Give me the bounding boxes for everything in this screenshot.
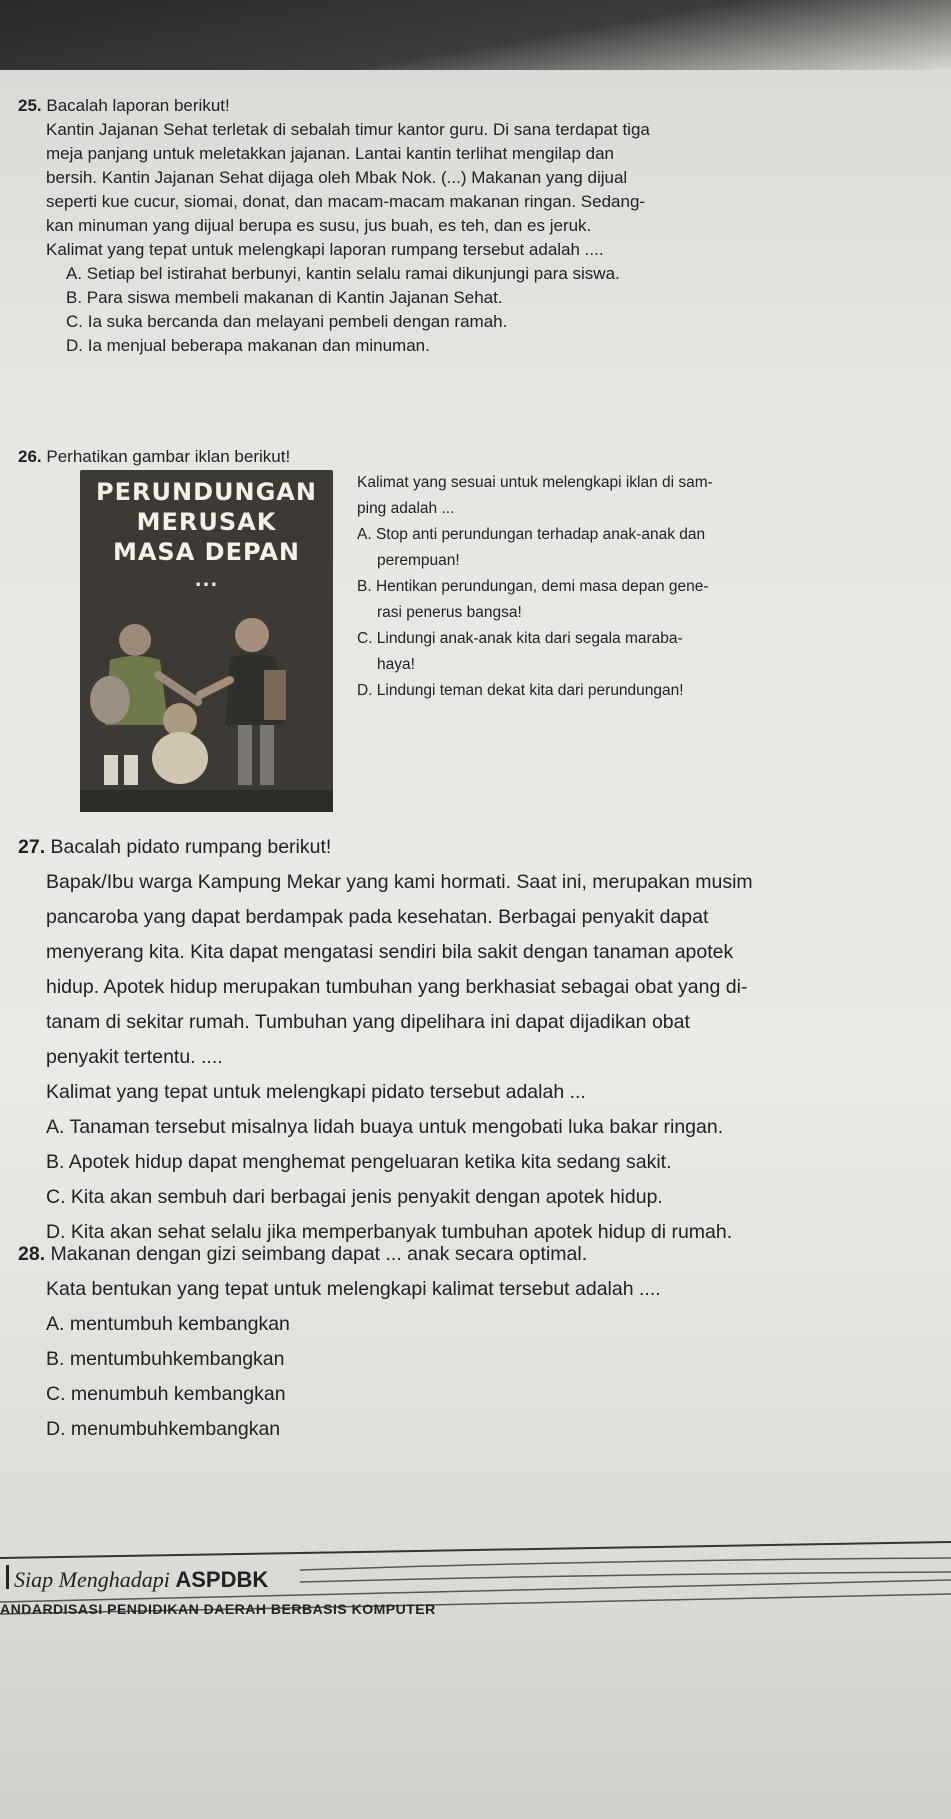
option-d: D. Ia menjual beberapa makanan dan minuman. xyxy=(66,336,430,355)
option-c: C. Kita akan sembuh dari berbagai jenis penyakit dengan apotek hidup. xyxy=(46,1186,663,1208)
option-b-cont: rasi penerus bangsa! xyxy=(377,604,522,621)
report-passage xyxy=(18,118,918,358)
anti-bullying-poster xyxy=(80,470,333,812)
speech-passage xyxy=(18,865,918,1250)
option-b: B. Para siswa membeli makanan di Kantin Jajanan Sehat. xyxy=(66,288,503,307)
question-title: Bacalah laporan berikut! xyxy=(46,96,230,115)
option-c: C. Ia suka bercanda dan melayani pembeli dengan ramah. xyxy=(66,312,508,331)
question-prompt: Kata bentukan yang tepat untuk melengkapi kalimat tersebut adalah .... xyxy=(46,1278,661,1300)
question-prompt: Kalimat yang tepat untuk melengkapi laporan rumpang tersebut adalah .... xyxy=(46,240,604,259)
footer-brand: ASPDBK xyxy=(175,1567,269,1592)
option-a: A. Stop anti perundungan terhadap anak-anak dan xyxy=(357,526,706,543)
question-number: 27. xyxy=(18,836,46,858)
question-prompt-cont: ping adalah ... xyxy=(357,500,455,517)
footer-subtitle: ANDARDISASI PENDIDIKAN DAERAH BERBASIS KOMPUTER xyxy=(0,1601,436,1617)
poster-line-1: PERUNDUNGAN xyxy=(96,478,317,506)
option-b: B. Hentikan perundungan, demi masa depan gene- xyxy=(357,578,709,595)
background-shadow xyxy=(0,0,951,70)
option-a: A. Tanaman tersebut misalnya lidah buaya untuk mengobati luka bakar ringan. xyxy=(46,1116,724,1138)
question-28 xyxy=(18,1237,918,1447)
option-a-cont: perempuan! xyxy=(377,552,460,569)
passage-line: Bapak/Ibu warga Kampung Mekar yang kami hormati. Saat ini, merupakan musim xyxy=(46,871,753,893)
option-b: B. mentumbuhkembangkan xyxy=(46,1348,285,1370)
poster-ellipsis: ... xyxy=(194,570,219,591)
option-c: C. menumbuh kembangkan xyxy=(46,1383,286,1405)
question-27 xyxy=(18,830,918,1250)
option-d: D. Lindungi teman dekat kita dari perundungan! xyxy=(357,682,684,699)
question-stem: Makanan dengan gizi seimbang dapat ... anak secara optimal. xyxy=(50,1243,588,1265)
question-26-text xyxy=(357,470,937,704)
question-title: Bacalah pidato rumpang berikut! xyxy=(50,836,332,858)
passage-line: tanam di sekitar rumah. Tumbuhan yang dipelihara ini dapat dijadikan obat xyxy=(46,1011,690,1033)
question-prompt: Kalimat yang sesuai untuk melengkapi iklan di sam- xyxy=(357,474,713,491)
option-c-cont: haya! xyxy=(377,656,415,673)
passage-line: kan minuman yang dijual berupa es susu, jus buah, es teh, dan es jeruk. xyxy=(46,216,592,235)
question-prompt: Kalimat yang tepat untuk melengkapi pidato tersebut adalah ... xyxy=(46,1081,586,1103)
passage-line: pancaroba yang dapat berdampak pada kesehatan. Berbagai penyakit dapat xyxy=(46,906,709,928)
footer-title: Siap Menghadapi ASPDBK xyxy=(14,1567,269,1592)
option-d: D. menumbuhkembangkan xyxy=(46,1418,281,1440)
question-title: Perhatikan gambar iklan berikut! xyxy=(46,447,291,466)
poster-line-3: MASA DEPAN xyxy=(112,538,301,566)
option-a: A. Setiap bel istirahat berbunyi, kantin selalu ramai dikunjungi para siswa. xyxy=(66,264,620,283)
option-b: B. Apotek hidup dapat menghemat pengeluaran ketika kita sedang sakit. xyxy=(46,1151,672,1173)
passage-line: Kantin Jajanan Sehat terletak di sebalah timur kantor guru. Di sana terdapat tiga xyxy=(46,120,650,139)
passage-line: menyerang kita. Kita dapat mengatasi sendiri bila sakit dengan tanaman apotek xyxy=(46,941,734,963)
question-25 xyxy=(18,94,918,358)
poster-illustration xyxy=(80,470,333,812)
question-26 xyxy=(18,445,918,469)
option-a: A. mentumbuh kembangkan xyxy=(46,1313,290,1335)
poster-line-2: MERUSAK xyxy=(136,508,277,536)
passage-line: seperti kue cucur, siomai, donat, dan macam-macam makanan ringan. Sedang- xyxy=(46,192,646,211)
question-number: 26. xyxy=(18,447,42,466)
option-d: D. Kita akan sehat selalu jika memperbanyak tumbuhan apotek hidup di rumah. xyxy=(46,1221,733,1243)
question-number: 25. xyxy=(18,96,42,115)
passage-line: meja panjang untuk meletakkan jajanan. Lantai kantin terlihat mengilap dan xyxy=(46,144,614,163)
passage-line: bersih. Kantin Jajanan Sehat dijaga oleh Mbak Nok. (...) Makanan yang dijual xyxy=(46,168,628,187)
passage-line: penyakit tertentu. .... xyxy=(46,1046,223,1068)
passage-line: hidup. Apotek hidup merupakan tumbuhan yang berkhasiat sebagai obat yang di- xyxy=(46,976,748,998)
option-c: C. Lindungi anak-anak kita dari segala maraba- xyxy=(357,630,683,647)
question-number: 28. xyxy=(18,1243,46,1265)
